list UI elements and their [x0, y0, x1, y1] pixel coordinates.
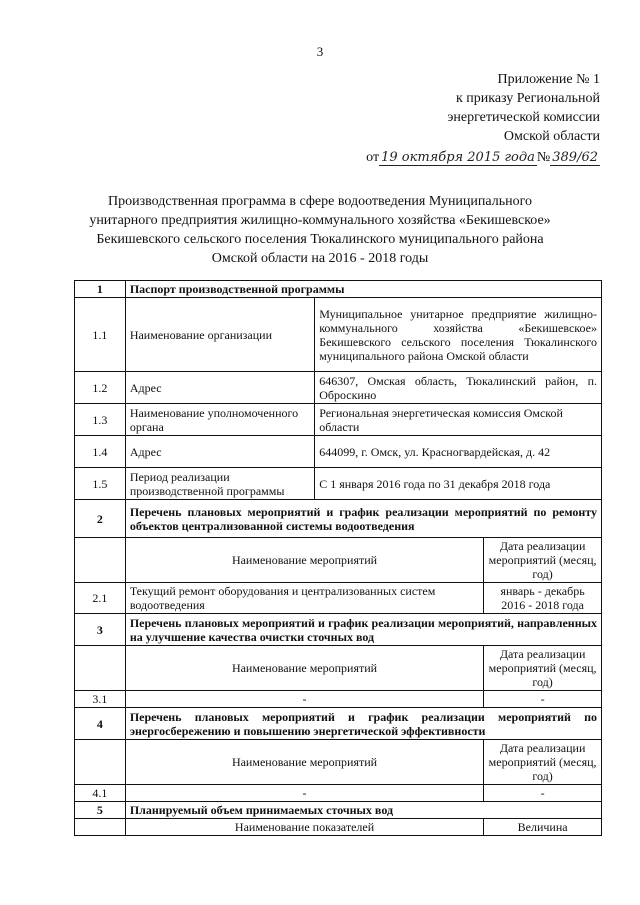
number-label: №	[536, 150, 551, 165]
activity-date: -	[484, 691, 602, 708]
table-row	[75, 583, 602, 614]
empty-cell	[75, 538, 126, 583]
table-row	[75, 785, 602, 802]
table-row	[75, 468, 602, 500]
appendix-line-4: Омской области	[503, 129, 600, 144]
row-number: 1.1	[75, 298, 126, 372]
row-number: 2.1	[75, 583, 126, 614]
table-row	[75, 372, 602, 404]
row-value: 646307, Омская область, Тюкалинский район, п. Оброскино	[315, 372, 602, 404]
activity-date: -	[484, 785, 602, 802]
activity-name: -	[125, 691, 483, 708]
appendix-line-3: энергетической комиссии	[447, 110, 600, 125]
column-header-row	[75, 740, 602, 785]
section-title: Перечень плановых мероприятий и график реализации мероприятий по энергосбережению и повышению энергетической эффективности	[125, 708, 601, 740]
column-header-date: Дата реализации мероприятий (месяц, год)	[484, 740, 602, 785]
row-number: 1.3	[75, 404, 126, 436]
title-line-4: Омской области на 2016 - 2018 годы	[211, 251, 429, 266]
appendix-line-1: Приложение № 1	[497, 72, 600, 87]
section-title: Планируемый объем принимаемых сточных вод	[125, 802, 601, 819]
row-label: Наименование уполномоченного органа	[125, 404, 314, 436]
section-4-row	[75, 708, 602, 740]
activity-name: -	[125, 785, 483, 802]
row-value: Региональная энергетическая комиссия Омской области	[315, 404, 602, 436]
document-title	[0, 192, 640, 268]
row-value: Муниципальное унитарное предприятие жилищно-коммунального хозяйства «Бекишевское» Бекишевского сельского поселения Тюкалинского муниципального района Омской области	[315, 298, 602, 372]
column-header-name: Наименование мероприятий	[125, 740, 483, 785]
section-number: 4	[75, 708, 126, 740]
column-header-date: Дата реализации мероприятий (месяц, год)	[484, 538, 602, 583]
section-title: Перечень плановых мероприятий и график реализации мероприятий, направленных на улучшение качества очистки сточных вод	[125, 614, 601, 646]
column-header-indicator: Наименование показателей	[125, 819, 483, 836]
order-date-line	[366, 148, 600, 167]
row-number: 3.1	[75, 691, 126, 708]
table-row	[75, 404, 602, 436]
section-number: 5	[75, 802, 126, 819]
empty-cell	[75, 819, 126, 836]
empty-cell	[75, 646, 126, 691]
handwritten-date: 19 октября 2015 года	[381, 150, 535, 165]
row-value: 644099, г. Омск, ул. Красногвардейская, д. 42	[315, 436, 602, 468]
table-row	[75, 691, 602, 708]
program-table	[74, 280, 602, 836]
column-header-row	[75, 819, 602, 836]
row-number: 1.4	[75, 436, 126, 468]
section-number: 3	[75, 614, 126, 646]
section-number: 1	[75, 281, 126, 298]
row-label: Адрес	[125, 436, 314, 468]
handwritten-number: 389/62	[552, 150, 598, 165]
row-value: С 1 января 2016 года по 31 декабря 2018 года	[315, 468, 602, 500]
page-number: 3	[316, 44, 324, 59]
title-line-3: Бекишевского сельского поселения Тюкалинского муниципального района	[96, 232, 544, 247]
empty-cell	[75, 740, 126, 785]
section-number: 2	[75, 500, 126, 538]
appendix-header	[366, 70, 600, 167]
title-line-1: Производственная программа в сфере водоотведения Муниципального	[108, 194, 532, 209]
activity-date: январь - декабрь 2016 - 2018 года	[484, 583, 602, 614]
title-line-2: унитарного предприятия жилищно-коммунального хозяйства «Бекишевское»	[89, 213, 551, 228]
section-1-row	[75, 281, 602, 298]
row-label: Адрес	[125, 372, 314, 404]
table-row	[75, 298, 602, 372]
row-label: Наименование организации	[125, 298, 314, 372]
table-row	[75, 436, 602, 468]
column-header-name: Наименование мероприятий	[125, 538, 483, 583]
row-label: Период реализации производственной программы	[125, 468, 314, 500]
section-3-row	[75, 614, 602, 646]
column-header-name: Наименование мероприятий	[125, 646, 483, 691]
section-title: Перечень плановых мероприятий и график реализации мероприятий по ремонту объектов централизованной системы водоотведения	[125, 500, 601, 538]
appendix-line-2: к приказу Региональной	[455, 91, 600, 106]
row-number: 1.5	[75, 468, 126, 500]
column-header-row	[75, 646, 602, 691]
activity-name: Текущий ремонт оборудования и централизованных систем водоотведения	[125, 583, 483, 614]
section-5-row	[75, 802, 602, 819]
section-2-row	[75, 500, 602, 538]
row-number: 4.1	[75, 785, 126, 802]
row-number: 1.2	[75, 372, 126, 404]
section-title: Паспорт производственной программы	[125, 281, 601, 298]
column-header-date: Дата реализации мероприятий (месяц, год)	[484, 646, 602, 691]
column-header-row	[75, 538, 602, 583]
from-label: от	[366, 150, 380, 165]
column-header-value: Величина	[484, 819, 602, 836]
